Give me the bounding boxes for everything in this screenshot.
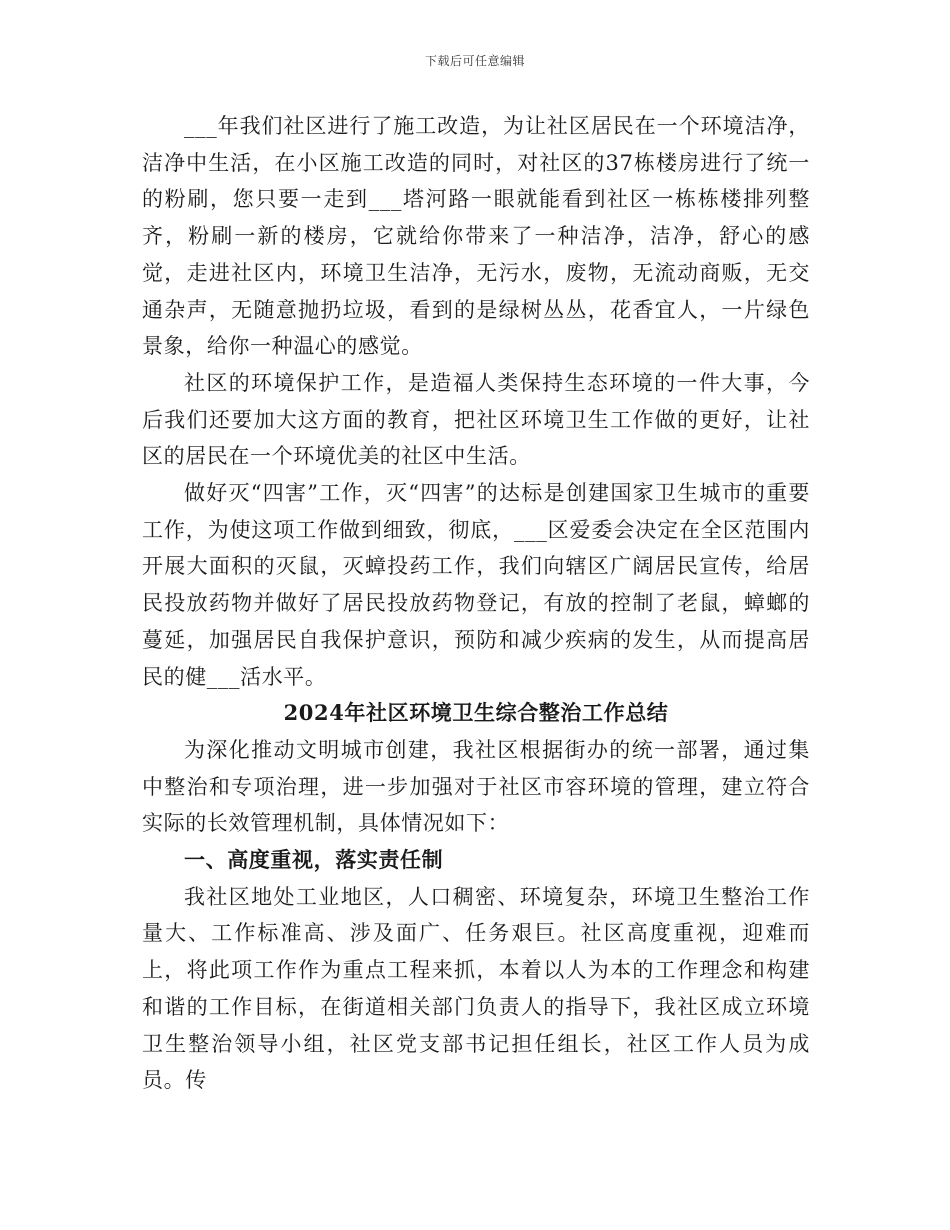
paragraph-intro: 为深化推动文明城市创建，我社区根据街办的统一部署，通过集中整治和专项治理，进一步加强对于社区市容环境的管理，建立符合实际的长效管理机制，具体情况如下： <box>142 737 810 836</box>
paragraph-environment-protection: 社区的环境保护工作，是造福人类保持生态环境的一件大事，今后我们还要加大这方面的教育，把社区环境卫生工作做的更好，让社区的居民在一个环境优美的社区中生活。 <box>142 370 810 469</box>
paragraph-pest-control: 做好灭“四害”工作，灭“四害”的达标是创建国家卫生城市的重要工作，为使这项工作做到细致，彻底，___区爱委会决定在全区范围内开展大面积的灭鼠，灭蟑投药工作，我们向辖区广阔居民宣传，给居民投放药物并做好了居民投放药物登记，有放的控制了老鼠，蟑螂的蔓延，加强居民自我保护意识，预防和减少疾病的发生，从而提高居民的健___活水平。 <box>142 481 810 689</box>
paragraph-construction: ___年我们社区进行了施工改造，为让社区居民在一个环境洁净，洁净中生活，在小区施工改造的同时，对社区的37栋楼房进行了统一的粉刷，您只要一走到___塔河路一眼就能看到社区一栋栋楼排列整齐，粉刷一新的楼房，它就给你带来了一种洁净，洁净，舒心的感觉，走进社区内，环境卫生洁净，无污水，废物，无流动商贩，无交通杂声，无随意抛扔垃圾，看到的是绿树丛丛，花香宜人，一片绿色景象，给你一种温心的感觉。 <box>142 114 810 359</box>
paragraph-section-1: 我社区地处工业地区，人口稠密、环境复杂，环境卫生整治工作量大、工作标准高、涉及面广、任务艰巨。社区高度重视，迎难而上，将此项工作作为重点工程来抓，本着以人为本的工作理念和构建和谐的工作目标，在街道相关部门负责人的指导下，我社区成立环境卫生整治领导小组，社区党支部书记担任组长，社区工作人员为成员。传 <box>142 884 810 1093</box>
section-heading-1: 一、高度重视，落实责任制 <box>184 847 444 873</box>
document-body <box>142 108 810 1099</box>
page-header: 下载后可任意编辑 <box>424 54 525 68</box>
document-title: 2024年社区环境卫生综合整治工作总结 <box>283 700 669 726</box>
